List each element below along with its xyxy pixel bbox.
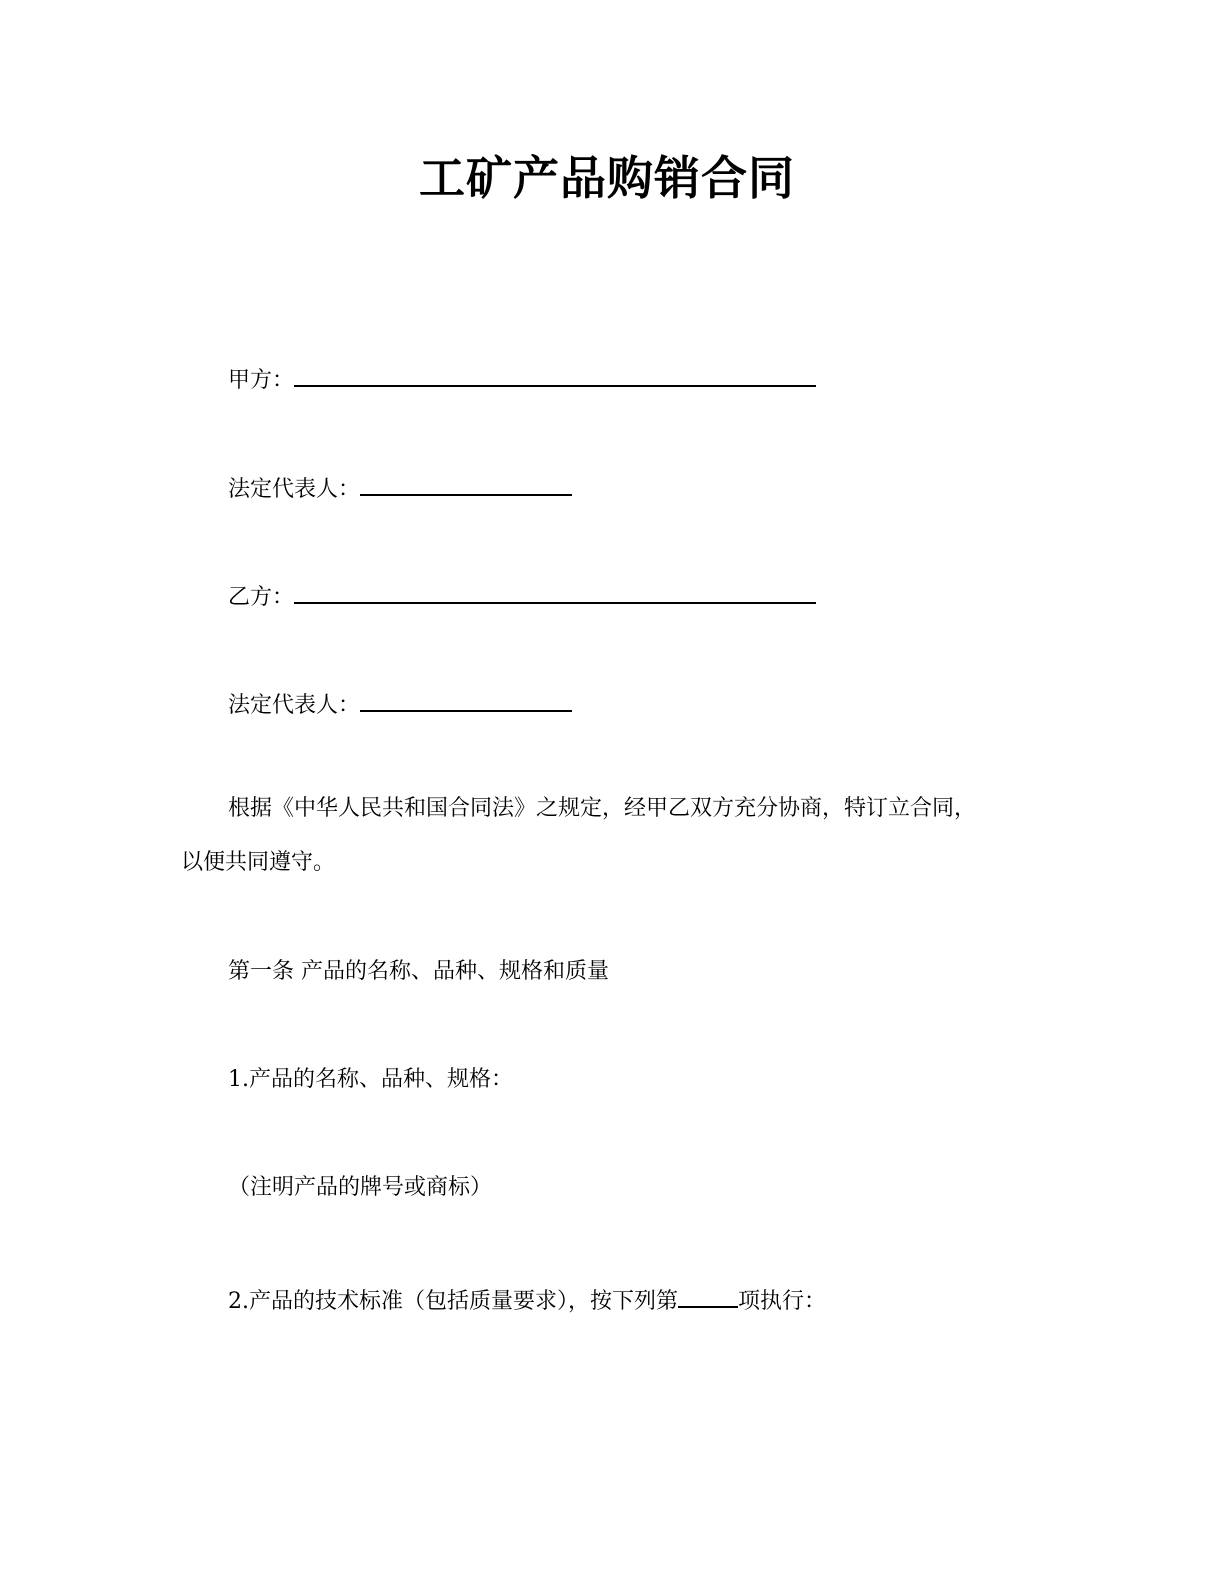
item-2-line — [228, 1282, 826, 1317]
item-2-blank[interactable] — [678, 1282, 738, 1308]
rep-b-line — [228, 686, 572, 721]
party-b-line — [228, 578, 816, 613]
rep-a-label: 法定代表人： — [228, 477, 361, 502]
item-2-suffix: 项执行： — [738, 1289, 827, 1314]
rep-b-label: 法定代表人： — [228, 693, 361, 718]
party-a-line — [228, 361, 816, 396]
item-1-text: 1.产品的名称、品种、规格： — [228, 1067, 513, 1092]
item-1-note: （注明产品的牌号或商标） — [228, 1175, 493, 1200]
preamble-line-2: 以便共同遵守。 — [181, 850, 336, 875]
item-2-prefix: 2.产品的技术标准（包括质量要求），按下列第 — [228, 1289, 678, 1314]
party-a-label: 甲方： — [228, 368, 295, 393]
party-b-label: 乙方： — [228, 585, 295, 610]
rep-a-blank[interactable] — [360, 470, 572, 496]
rep-b-blank[interactable] — [360, 686, 572, 712]
article-1-heading: 第一条 产品的名称、品种、规格和质量 — [228, 959, 609, 984]
contract-title: 工矿产品购销合同 — [419, 151, 795, 205]
party-b-blank[interactable] — [294, 578, 816, 604]
rep-a-line — [228, 470, 572, 505]
party-a-blank[interactable] — [294, 361, 816, 387]
preamble-line-1: 根据《中华人民共和国合同法》之规定，经甲乙双方充分协商，特订立合同， — [228, 796, 977, 821]
